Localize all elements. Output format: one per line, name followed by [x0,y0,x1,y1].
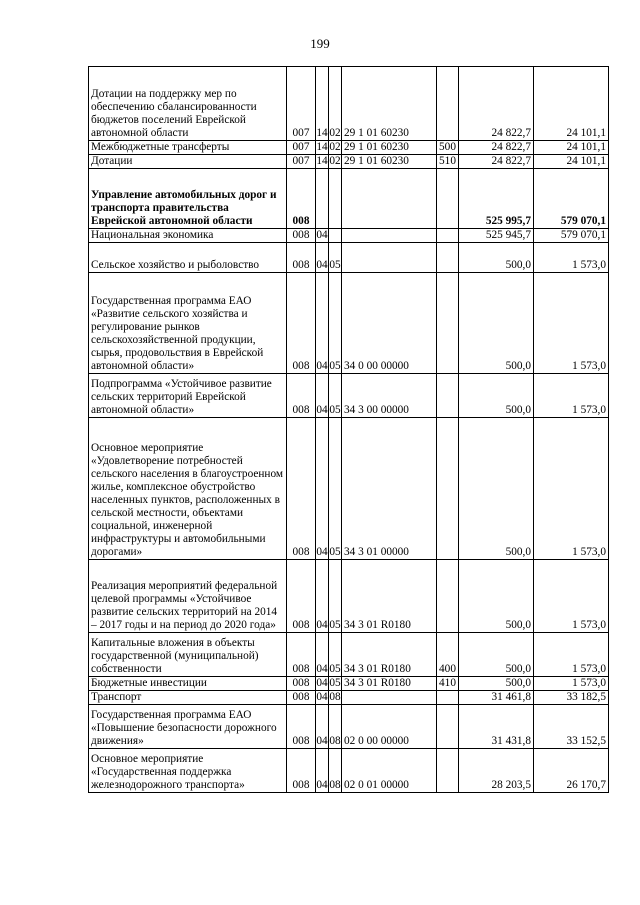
admin-code: 007 [287,67,316,141]
expense-type-code: 500 [437,141,459,155]
expense-type-code [437,560,459,633]
section-code: 04 [316,691,328,703]
target-article-code [342,229,437,243]
row-name: Управление автомобильных дорог и транспорта правительства Еврейской автономной области [89,169,287,229]
subsection-code: 08 [329,749,342,793]
row-name: Капитальные вложения в объекты государственной (муниципальной) собственности [89,633,287,677]
table-row [89,560,609,633]
admin-code: 008 [287,418,316,560]
admin-code: 008 [287,677,316,691]
budget-table-body [89,67,609,793]
section-code: 14 [316,67,329,141]
target-article-code: 34 3 01 R0180 [342,633,437,677]
subsection-code: 08 [329,705,342,749]
page-number: 199 [310,36,330,51]
target-article-code: 34 3 01 R0180 [342,560,437,633]
subsection-code: 05 [329,633,342,677]
admin-code: 008 [287,691,316,705]
section-code [316,169,329,229]
amount-year-2: 1 573,0 [534,560,609,633]
target-article-code: 34 3 01 00000 [342,418,437,560]
section-code: 04 [316,418,329,560]
amount-year-1: 31 461,8 [459,691,534,705]
section-code: 14 [316,141,328,153]
amount-year-1: 31 431,8 [459,705,534,749]
table-row [89,677,609,691]
expense-type-code [437,749,459,793]
admin-code: 008 [287,229,316,243]
subsection-code: 02 [329,141,341,153]
amount-year-1: 525 945,7 [459,229,534,243]
amount-year-2: 1 573,0 [534,633,609,677]
amount-year-2: 33 152,5 [534,705,609,749]
row-name: Основное мероприятие «Государственная поддержка железнодорожного транспорта» [89,749,287,793]
table-row [89,141,609,155]
subsection-code: 02 [329,155,341,167]
amount-year-2: 1 573,0 [534,418,609,560]
expense-type-code: 410 [437,677,459,691]
table-row [89,691,609,705]
expense-type-code: 510 [437,155,459,169]
target-article-code: 02 0 00 00000 [342,705,437,749]
admin-code: 008 [287,560,316,633]
expense-type-code [437,705,459,749]
amount-year-1: 500,0 [459,273,534,374]
expense-type-code [437,374,459,418]
section-code: 04 [316,273,329,374]
subsection-code: 05 [329,273,342,374]
admin-code: 008 [287,749,316,793]
target-article-code [342,169,437,229]
amount-year-1: 24 822,7 [459,155,534,169]
section-code: 14 [316,155,328,167]
table-row [89,418,609,560]
amount-year-2: 24 101,1 [534,67,609,141]
target-article-code: 34 3 01 R0180 [342,677,437,691]
section-code: 04 [316,374,329,418]
row-name: Дотации на поддержку мер по обеспечению сбалансированности бюджетов поселений Еврейской автономной области [89,67,287,141]
row-name: Национальная экономика [89,229,287,243]
expense-type-code [437,169,459,229]
target-article-code: 34 0 00 00000 [342,273,437,374]
table-row [89,229,609,243]
subsection-code [329,229,342,243]
section-code: 04 [316,560,329,633]
subsection-code: 05 [329,560,342,633]
target-article-code: 34 3 00 00000 [342,374,437,418]
admin-code: 008 [287,273,316,374]
section-code: 04 [316,677,328,689]
target-article-code: 29 1 01 60230 [342,141,437,155]
admin-code: 007 [287,141,316,155]
amount-year-1: 500,0 [459,633,534,677]
table-row [89,374,609,418]
expense-type-code [437,67,459,141]
amount-year-2: 26 170,7 [534,749,609,793]
amount-year-2: 579 070,1 [534,229,609,243]
amount-year-2: 579 070,1 [534,169,609,229]
expense-type-code [437,229,459,243]
section-code: 04 [316,243,329,273]
subsection-code: 08 [329,691,341,703]
row-name: Межбюджетные трансферты [89,141,287,155]
table-row [89,705,609,749]
amount-year-2: 24 101,1 [534,155,609,169]
section-code: 04 [316,229,328,241]
admin-code: 008 [287,705,316,749]
amount-year-1: 525 995,7 [459,169,534,229]
subsection-code: 02 [329,67,342,141]
row-name: Дотации [89,155,287,169]
admin-code: 008 [287,243,316,273]
target-article-code: 29 1 01 60230 [342,155,437,169]
table-row [89,273,609,374]
table-row [89,243,609,273]
amount-year-1: 500,0 [459,374,534,418]
expense-type-code [437,691,459,705]
admin-code: 008 [287,169,316,229]
amount-year-1: 28 203,5 [459,749,534,793]
section-code: 04 [316,633,329,677]
admin-code: 007 [287,155,316,169]
amount-year-1: 500,0 [459,418,534,560]
admin-code: 008 [287,374,316,418]
amount-year-1: 500,0 [459,560,534,633]
amount-year-2: 1 573,0 [534,374,609,418]
amount-year-2: 33 182,5 [534,691,609,705]
amount-year-1: 500,0 [459,677,534,691]
amount-year-2: 24 101,1 [534,141,609,155]
subsection-code: 05 [329,418,342,560]
table-row [89,749,609,793]
amount-year-1: 24 822,7 [459,141,534,155]
target-article-code [342,691,437,705]
expense-type-code [437,418,459,560]
row-name: Государственная программа ЕАО «Развитие сельского хозяйства и регулирование рынков сельскохозяйственной продукции, сырья, продовольствия в Еврейской автономной области» [89,273,287,374]
amount-year-2: 1 573,0 [534,273,609,374]
row-name: Транспорт [89,691,287,705]
row-name: Бюджетные инвестиции [89,677,287,691]
budget-table [88,66,609,793]
table-row [89,67,609,141]
table-row [89,155,609,169]
expense-type-code [437,273,459,374]
subsection-code: 05 [329,243,342,273]
section-code: 04 [316,749,329,793]
target-article-code: 29 1 01 60230 [342,67,437,141]
expense-type-code [437,243,459,273]
row-name: Подпрограмма «Устойчивое развитие сельских территорий Еврейской автономной области» [89,374,287,418]
amount-year-1: 500,0 [459,243,534,273]
target-article-code: 02 0 01 00000 [342,749,437,793]
table-row [89,169,609,229]
row-name: Реализация мероприятий федеральной целевой программы «Устойчивое развитие сельских территорий на 2014 – 2017 годы и на период до 2020 года» [89,560,287,633]
subsection-code: 05 [329,677,341,689]
section-code: 04 [316,705,329,749]
admin-code: 008 [287,633,316,677]
target-article-code [342,243,437,273]
subsection-code [329,169,342,229]
row-name: Основное мероприятие «Удовлетворение потребностей сельского населения в благоустроенном жилье, комплексное обустройство населенных пунктов, расположенных в сельской местности, объектами социальной, инженерной инфраструктуры и автомобильными дорогами» [89,418,287,560]
expense-type-code: 400 [437,633,459,677]
amount-year-2: 1 573,0 [534,243,609,273]
amount-year-2: 1 573,0 [534,677,609,691]
table-row [89,633,609,677]
subsection-code: 05 [329,374,342,418]
row-name: Государственная программа ЕАО «Повышение безопасности дорожного движения» [89,705,287,749]
row-name: Сельское хозяйство и рыболовство [89,243,287,273]
amount-year-1: 24 822,7 [459,67,534,141]
